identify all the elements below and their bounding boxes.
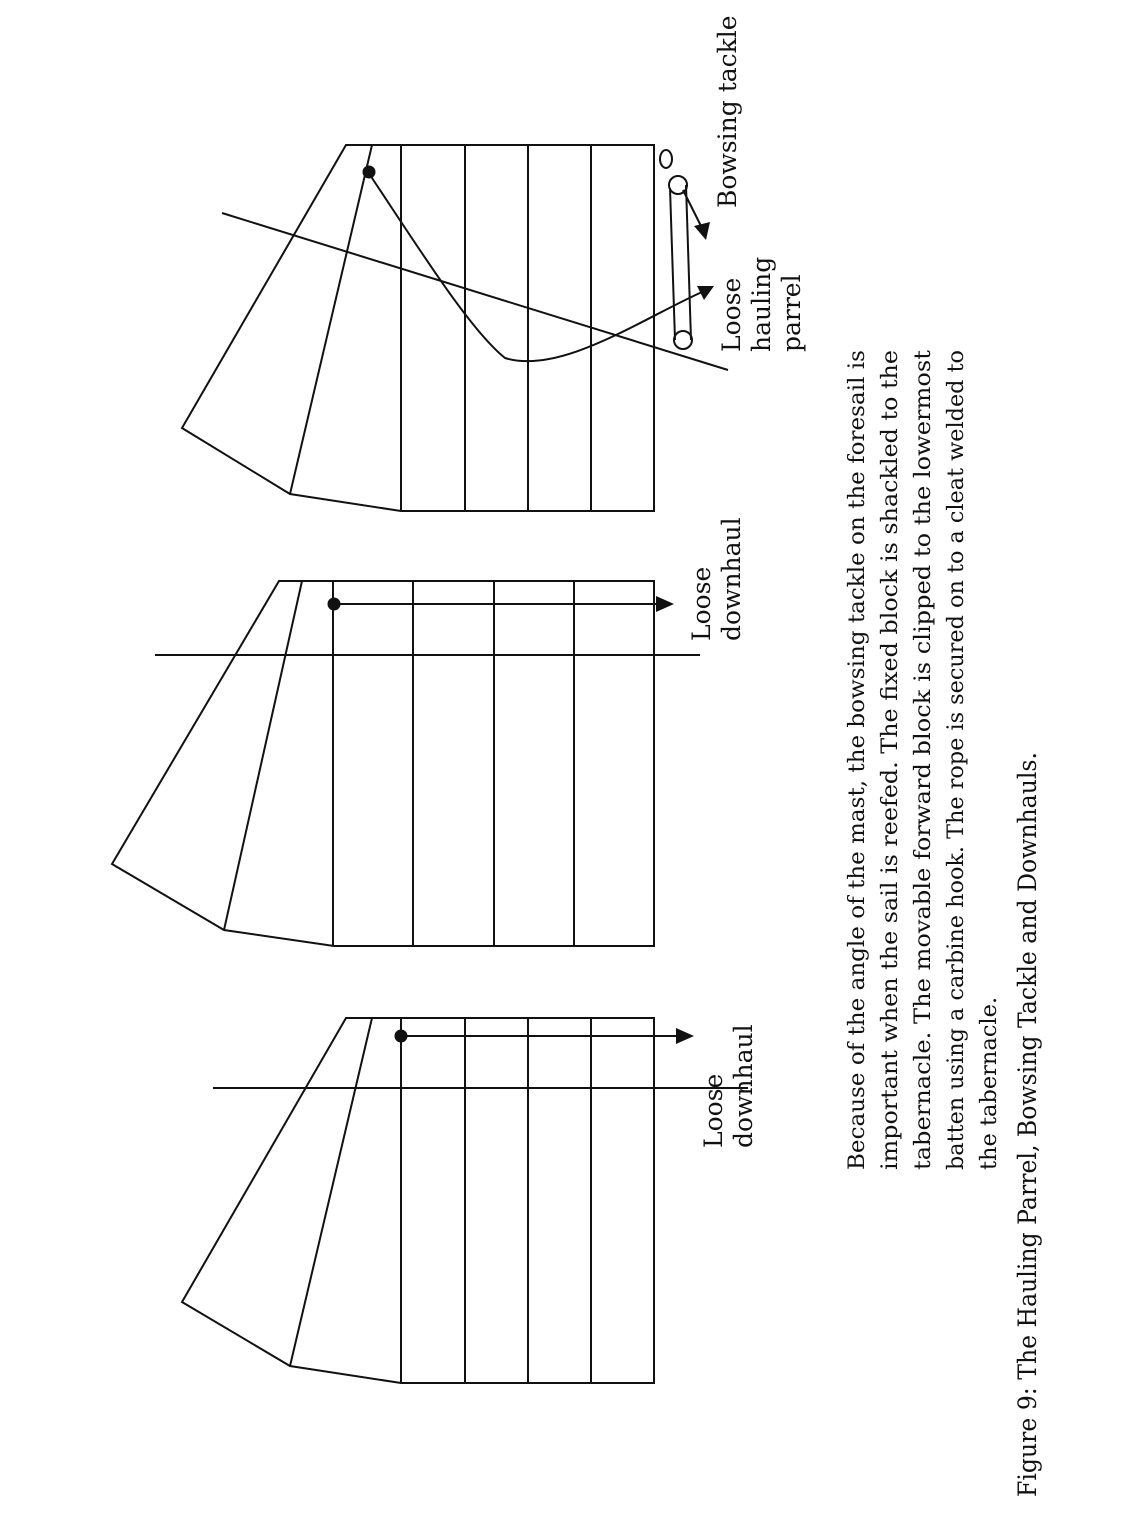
downhaul-arrowhead-1 (676, 1028, 694, 1044)
hauling-parrel-block (363, 166, 376, 179)
description-line-5: the tabernacle. (976, 996, 1002, 1170)
sail-diagram-2 (112, 581, 700, 946)
sail-luff-line-2 (224, 581, 302, 930)
bowsing-arrowhead (694, 222, 710, 240)
hauling-parrel-rope (368, 172, 702, 361)
sail-luff-line-1 (290, 1018, 372, 1366)
sail-outline-3 (182, 145, 654, 511)
bowsing-rope-a (670, 188, 675, 340)
downhaul-label-1 (699, 1024, 758, 1148)
bowsing-rope-b (686, 185, 691, 340)
sail-outline-1 (182, 1018, 654, 1383)
bowsing-movable-block (674, 331, 692, 349)
hauling-parrel-label (717, 257, 806, 352)
bowsing-tackle-label (713, 15, 742, 208)
sail-diagram-1 (182, 1018, 748, 1383)
mast-line-3 (222, 213, 728, 370)
downhaul-arrowhead-2 (656, 596, 674, 612)
sail-diagram-3 (182, 145, 728, 511)
description-line-4: batten using a carbine hook. The rope is secured on to a cleat welded to (943, 343, 969, 1170)
downhaul-label-2 (687, 517, 746, 641)
bowsing-tackle-text: Bowsing tackle (713, 15, 742, 208)
description-line-2: important when the sail is reefed. The fixed block is shackled to the (877, 395, 903, 1170)
downhaul-label-text-1: downhaul (729, 1024, 758, 1148)
bowsing-tackle-shackle (660, 150, 672, 168)
loose-label-1: Loose (699, 1073, 728, 1148)
downhaul-block-1 (395, 1030, 408, 1043)
loose-label-2: Loose (687, 566, 716, 641)
figure-caption (1013, 706, 1042, 1497)
downhaul-block-2 (328, 598, 341, 611)
sail-luff-line-3 (290, 145, 372, 494)
downhaul-label-text-2: downhaul (717, 517, 746, 641)
hauling-parrel-line-3: parrel (777, 274, 806, 352)
hauling-parrel-line-1: Loose (717, 277, 746, 352)
description-line-3: tabernacle. The movable forward block is clipped to the lowermost (910, 404, 936, 1170)
description-block (844, 343, 1002, 1170)
hauling-parrel-line-2: hauling (747, 256, 776, 352)
caption-text: Figure 9: The Hauling Parrel, Bowsing Tackle and Downhauls. (1013, 706, 1042, 1497)
sail-outline-2 (112, 581, 654, 946)
description-line-1: Because of the angle of the mast, the bowsing tackle on the foresail is (844, 369, 870, 1170)
